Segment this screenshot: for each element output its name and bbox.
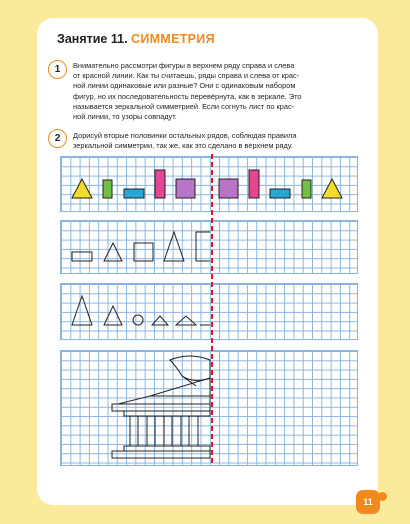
outline-half-bar (196, 232, 210, 261)
outline-square (134, 243, 153, 261)
green-bar (103, 180, 112, 198)
blue-rect (270, 189, 290, 198)
outline-triangle (104, 243, 122, 261)
yellow-triangle (72, 179, 92, 198)
purple-square (219, 179, 238, 198)
task-1-line: фигур, но их последовательность перевёрнута, как в зеркале. Это (73, 91, 302, 101)
task-number-2: 2 (48, 129, 67, 148)
yellow-triangle (322, 179, 342, 198)
outline-small-triangle (152, 316, 168, 325)
outline-flat-rect (72, 252, 92, 261)
task-number-1: 1 (48, 60, 67, 79)
task-1-line: от красной линии. Как ты считаешь, ряды справа и слева от крас- (73, 71, 300, 81)
task-1-line: ной линии одинаковые или разные? Они с одинаковым набором (73, 81, 296, 91)
outline-triangle (104, 306, 122, 325)
blue-rect (124, 189, 144, 198)
purple-square (176, 179, 195, 198)
building-half (112, 356, 210, 458)
outline-circle (133, 315, 143, 325)
task-2-line: Дорисуй вторые половинки остальных рядов, соблюдая правила (73, 131, 297, 140)
page-number-badge: 11 (356, 490, 380, 514)
green-bar (302, 180, 311, 198)
outline-flat-triangle (176, 316, 196, 325)
outline-tall-triangle (164, 232, 184, 261)
task-1-line: называется зеркальной симметрией. Если согнуть лист по крас- (73, 101, 295, 111)
pink-bar (155, 170, 165, 198)
lesson-prefix: Занятие 11. (57, 32, 128, 46)
pink-bar (249, 170, 259, 198)
lesson-topic: СИММЕТРИЯ (131, 32, 215, 46)
task-2-line: зеркальной симметрии, так же, как это сделано в верхнем ряду. (73, 141, 293, 151)
task-1-line: ной линии, то узоры совпадут. (73, 112, 177, 122)
task-1-line: Внимательно рассмотри фигуры в верхнем ряду справа и слева (73, 61, 295, 70)
outline-tall-triangle (72, 296, 92, 325)
paw-icon (378, 492, 387, 501)
